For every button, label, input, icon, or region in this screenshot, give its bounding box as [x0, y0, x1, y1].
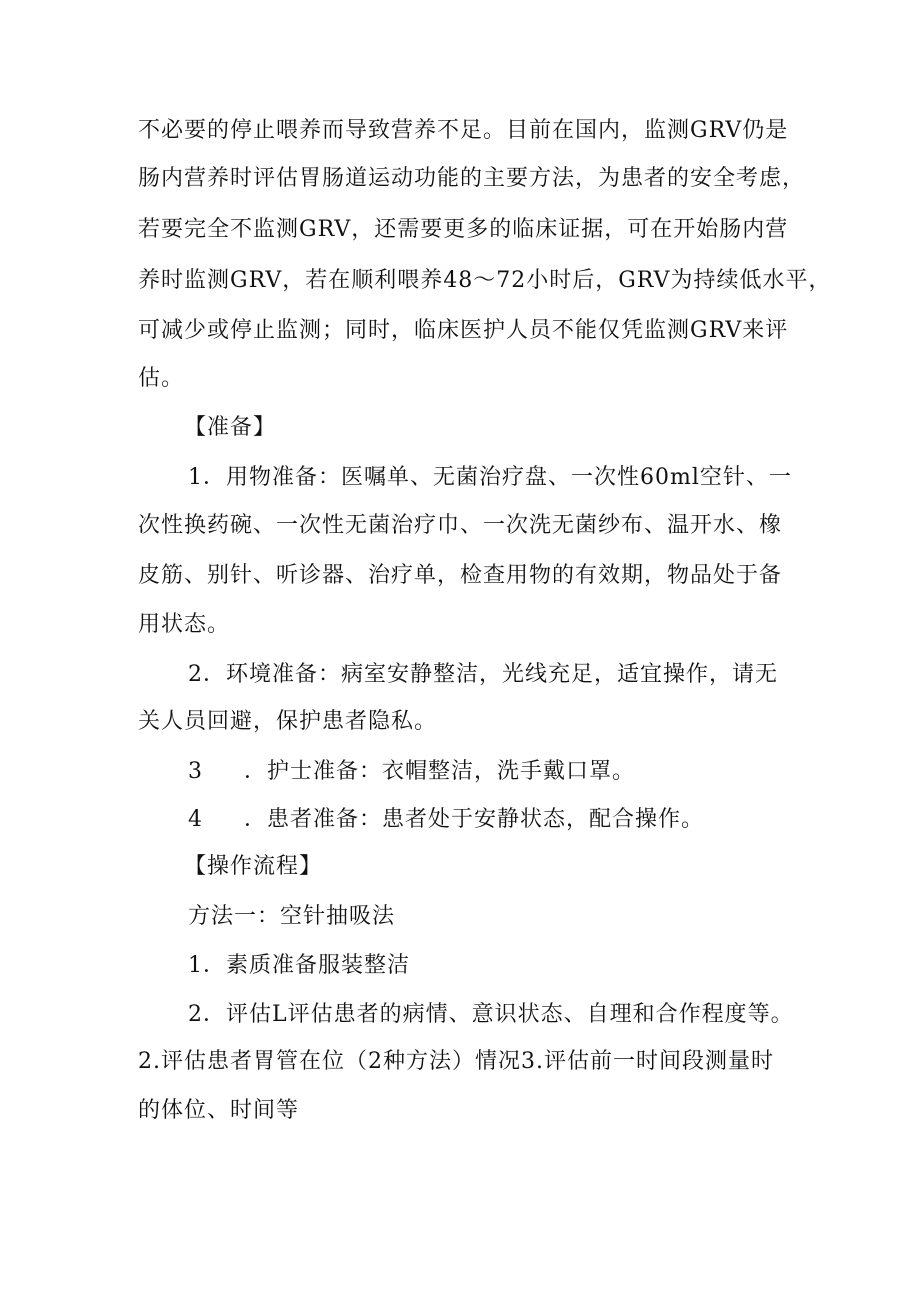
intro-line-4: 养时监测GRV，若在顺利喂养48～72小时后，GRV为持续低水平， — [138, 268, 832, 293]
prepare-item1-line-1: 1．用物准备：医嘱单、无菌治疗盘、一次性60ml空针、一 — [188, 465, 792, 490]
procedure-step1: 1．素质准备服装整洁 — [188, 953, 410, 978]
intro-line-6: 估。 — [138, 366, 185, 391]
procedure-method1: 方法一：空针抽吸法 — [188, 904, 396, 929]
prepare-item3-text: ．护士准备：衣帽整洁，洗手戴口罩。 — [244, 759, 636, 784]
prepare-item3 — [188, 757, 635, 787]
prepare-item1-line-2: 次性换药碗、一次性无菌治疗巾、一次洗无菌纱布、温开水、橡 — [138, 513, 783, 538]
prepare-heading: 【准备】 — [184, 415, 277, 440]
intro-line-3: 若要完全不监测GRV，还需要更多的临床证据，可在开始肠内营 — [138, 217, 789, 242]
prepare-item3-number: 3 — [188, 759, 203, 784]
prepare-item4-number: 4 — [188, 807, 203, 832]
intro-line-5: 可减少或停止监测；同时，临床医护人员不能仅凭监测GRV来评 — [138, 318, 789, 343]
prepare-item1-line-4: 用状态。 — [138, 612, 231, 637]
prepare-item4 — [188, 805, 704, 835]
procedure-step2-line-1: 2．评估L评估患者的病情、意识状态、自理和合作程度等。 — [188, 1002, 794, 1027]
intro-line-1: 不必要的停止喂养而导致营养不足。目前在国内，监测GRV仍是 — [138, 118, 789, 143]
prepare-item2-line-2: 关人员回避，保护患者隐私。 — [138, 709, 438, 734]
prepare-item4-text: ．患者准备：患者处于安静状态，配合操作。 — [244, 807, 705, 832]
intro-line-2: 肠内营养时评估胃肠道运动功能的主要方法，为患者的安全考虑， — [138, 166, 806, 191]
procedure-step2-line-3: 的体位、时间等 — [138, 1098, 300, 1123]
prepare-item1-line-3: 皮筋、别针、听诊器、治疗单，检查用物的有效期，物品处于备 — [138, 563, 783, 588]
procedure-heading: 【操作流程】 — [184, 854, 323, 879]
procedure-step2-line-2: 2.评估患者胃管在位（2种方法）情况3.评估前一时间段测量时 — [138, 1049, 774, 1074]
prepare-item2-line-1: 2．环境准备：病室安静整洁，光线充足，适宜操作，请无 — [188, 662, 778, 687]
